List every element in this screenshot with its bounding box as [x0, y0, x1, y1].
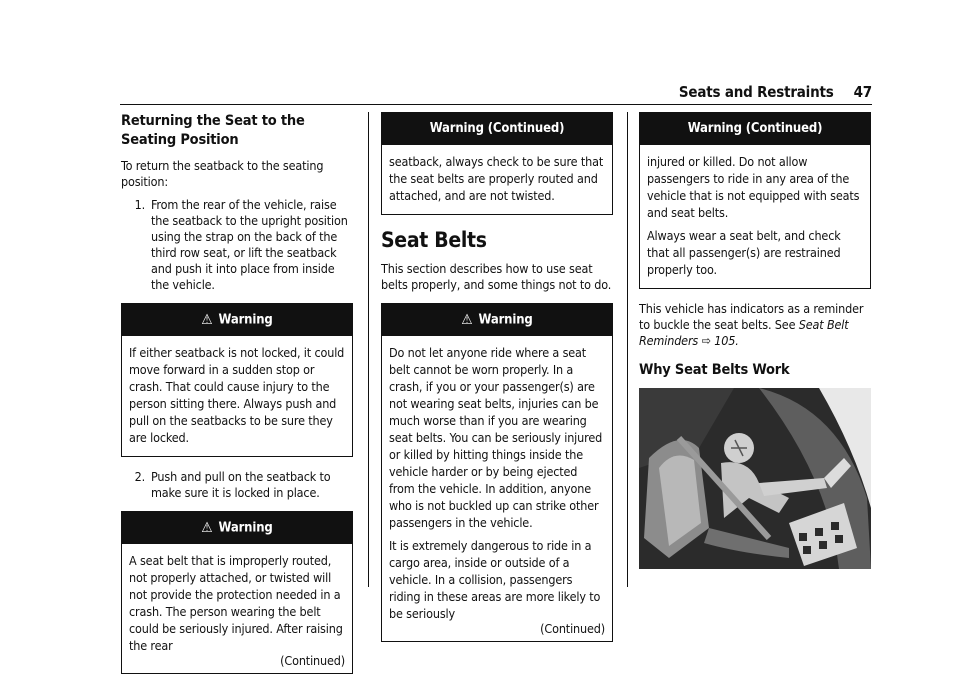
section-heading: Why Seat Belts Work: [639, 362, 790, 378]
warning-triangle-icon: ⚠: [201, 520, 213, 536]
illustration-graphic: [639, 388, 871, 569]
warning-label: Warning: [218, 312, 273, 328]
crash-test-illustration: [639, 388, 871, 569]
warning-title: [122, 512, 352, 544]
page-number: 47: [853, 83, 872, 101]
warning-text: It is extremely dangerous to ride in a cargo area, inside or outside of a vehicle. In a collision, passengers riding in these areas are more likely to be seriously: [389, 538, 601, 621]
intro-text: To return the seatback to the seating position:: [121, 158, 324, 189]
step-1: [121, 197, 353, 293]
page-reference-icon: ⇨: [701, 333, 711, 348]
step-text: Push and pull on the seatback to make sure it is locked in place.: [151, 469, 331, 500]
column-divider: [368, 112, 369, 587]
warning-title: Warning (Continued): [640, 113, 870, 145]
step-text: From the rear of the vehicle, raise the seatback to the upright position using the strap on the back of the third row seat, or lift the seatback and push it into place from inside the vehicle.: [151, 197, 348, 292]
continued-label: (Continued): [280, 653, 345, 668]
warning-label: Warning: [478, 312, 533, 328]
section-title: Seats and Restraints: [678, 83, 834, 101]
warning-text: Do not let anyone ride where a seat belt cannot be worn properly. In a crash, if you or your passenger(s) are not wearing seat belts, injuries can be much worse than if you are wearing seat belts. You can be seriously injured or killed by hitting things inside the vehicle harder or by being ejected from the vehicle. In addition, anyone who is not buckled up can strike other passengers in the vehicle.: [389, 345, 603, 530]
reference-page: 105.: [714, 333, 739, 348]
column-3: [639, 112, 871, 569]
column-2: [381, 112, 613, 654]
section-heading: Returning the Seat to the Seating Position: [121, 113, 305, 148]
warning-text: Always wear a seat belt, and check that all passenger(s) are restrained properly too.: [647, 228, 841, 277]
page-header: [679, 83, 872, 101]
warning-box-continued: [639, 112, 871, 289]
cross-reference-link[interactable]: Seat Belt Reminders: [639, 317, 849, 348]
warning-triangle-icon: ⚠: [461, 312, 473, 328]
warning-box: [381, 303, 613, 642]
column-divider: [627, 112, 628, 587]
header-rule: [120, 104, 872, 105]
warning-box: [121, 303, 353, 457]
warning-text: A seat belt that is improperly routed, not properly attached, or twisted will not provide the protection needed in a crash. The person wearing the belt could be seriously injured. After raising the rear: [129, 553, 343, 653]
step-number: 2.: [134, 469, 145, 484]
step-2: [121, 469, 353, 501]
warning-text: If either seatback is not locked, it could move forward in a sudden stop or crash. That could cause injury to the person sitting there. Always push and pull on the seatbacks to be sure they are locked.: [129, 345, 345, 445]
warning-label: Warning: [218, 520, 273, 536]
column-1: [121, 112, 353, 686]
warning-box-continued: [381, 112, 613, 215]
warning-box: [121, 511, 353, 674]
continued-label: (Continued): [540, 621, 605, 636]
reminder-text: This vehicle has indicators as a reminder to buckle the seat belts. See Seat Belt Reminders ⇨ 105.: [639, 301, 864, 348]
warning-title: [382, 304, 612, 336]
intro-text: This section describes how to use seat belts properly, and some things not to do.: [381, 261, 612, 292]
warning-text: injured or killed. Do not allow passengers to ride in any area of the vehicle that is not equipped with seats and seat belts.: [647, 154, 860, 220]
warning-text: seatback, always check to be sure that the seat belts are properly routed and attached, and are not twisted.: [389, 154, 604, 203]
warning-title: Warning (Continued): [382, 113, 612, 145]
warning-title: [122, 304, 352, 336]
step-number: 1.: [134, 197, 145, 212]
warning-triangle-icon: ⚠: [201, 312, 213, 328]
section-heading: Seat Belts: [381, 228, 487, 252]
